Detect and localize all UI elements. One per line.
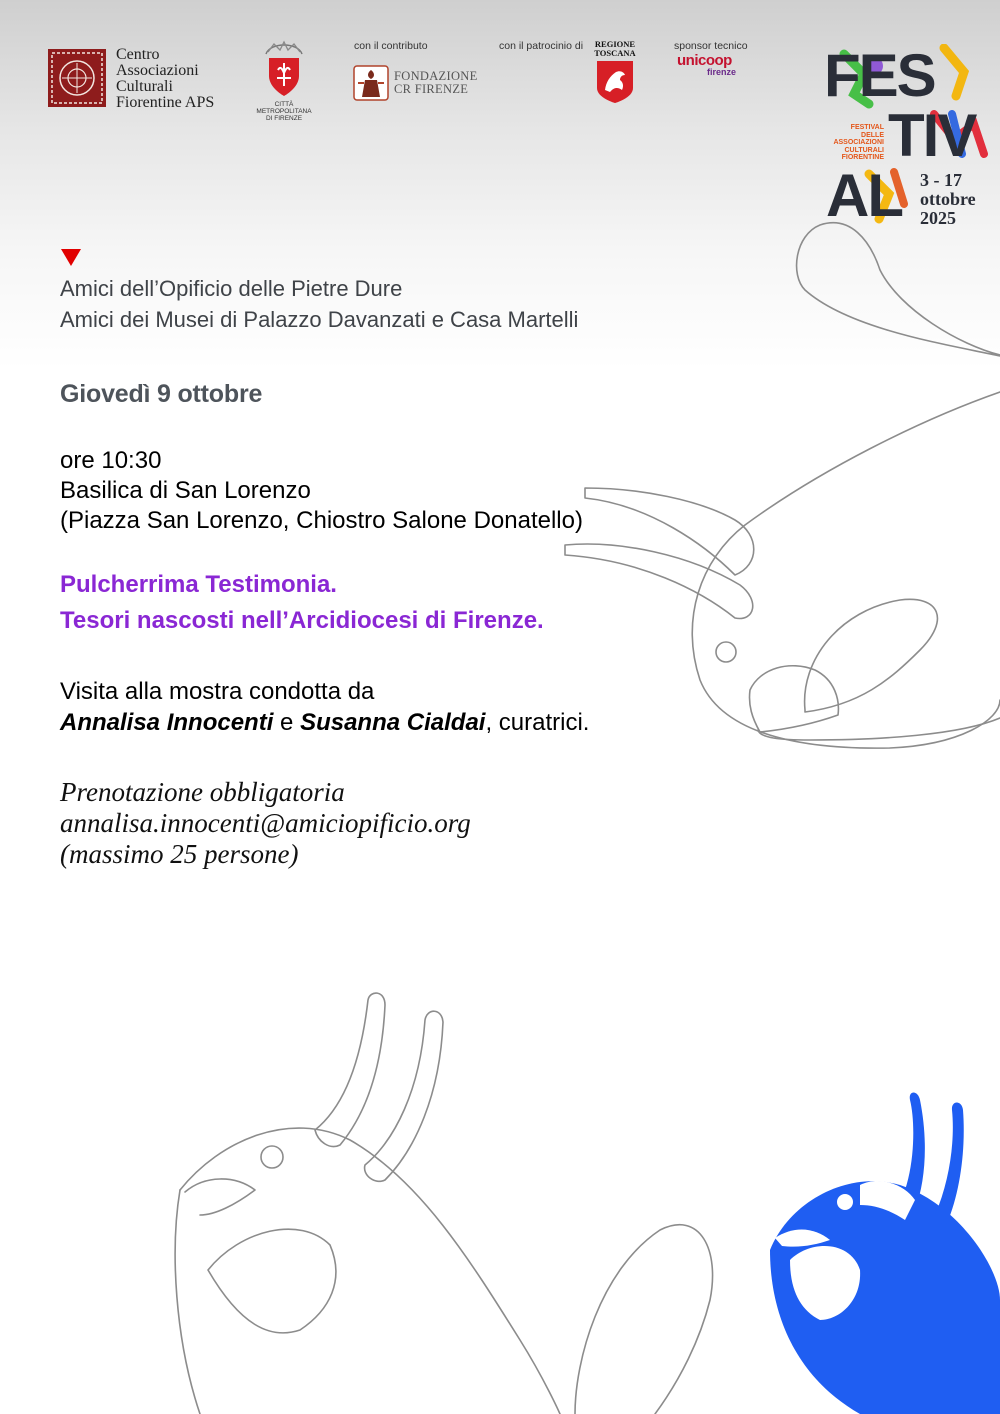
unicoop-logo: unicoop [677,52,732,69]
festival-dates: 3 - 17 ottobre 2025 [920,170,976,228]
cac-emblem-icon [47,48,107,108]
visit-conjunction: e [273,709,301,736]
regione-toscana-crest-icon [596,60,634,104]
regione-toscana-label: REGIONE TOSCANA [594,39,636,58]
organizers [60,273,578,335]
triangle-marker-icon [61,249,81,266]
festival-subtitle: FESTIVAL DELLE ASSOCIAZIONI CULTURALI FIORENTINE [833,124,884,161]
event-details [60,446,583,536]
fondazione-name: FONDAZIONE CR FIRENZE [394,69,478,96]
event-place: Basilica di San Lorenzo [60,477,311,504]
event-date: Giovedì 9 ottobre [60,380,263,408]
fondazione-emblem-icon [353,65,389,101]
contributo-caption: con il contributo [354,40,428,52]
event-address: (Piazza San Lorenzo, Chiostro Salone Donatello) [60,507,583,534]
visit-line-1: Visita alla mostra condotta da [60,678,375,705]
event-title [60,567,544,639]
curator-2: Susanna Cialdai [300,709,486,736]
festival-row-1: FES [824,42,935,109]
patrocinio-caption: con il patrocinio di [499,40,584,52]
visit-tail: , curatrici. [485,709,590,736]
event-title-line-2: Tesori nascosti nell’Arcidiocesi di Firenze. [60,607,544,634]
organizer-1: Amici dell’Opificio delle Pietre Dure [60,276,403,301]
booking-email[interactable]: annalisa.innocenti@amiciopificio.org [60,808,471,838]
booking-info [60,777,471,870]
event-time: ore 10:30 [60,447,162,474]
city-crest-icon [258,38,310,100]
organizer-2: Amici dei Musei di Palazzo Davanzati e Casa Martelli [60,307,579,332]
booking-required: Prenotazione obbligatoria [60,777,345,807]
visit-line-2 [60,707,589,738]
cac-name: Centro Associazioni Culturali Fiorentine APS [116,46,215,111]
festival-logo [824,42,1000,229]
citta-metropolitana-label: CITTÀ METROPOLITANA DI FIRENZE [256,101,312,122]
curator-1: Annalisa Innocenti [60,709,274,736]
booking-max: (massimo 25 persone) [60,839,299,869]
unicoop-sub: firenze [707,67,737,77]
event-title-line-1: Pulcherrima Testimonia. [60,571,337,598]
festival-row-2: TIV [888,102,976,169]
visit-description [60,676,589,738]
festival-row-3: AL [826,162,902,229]
sponsor-caption: sponsor tecnico [674,40,748,52]
